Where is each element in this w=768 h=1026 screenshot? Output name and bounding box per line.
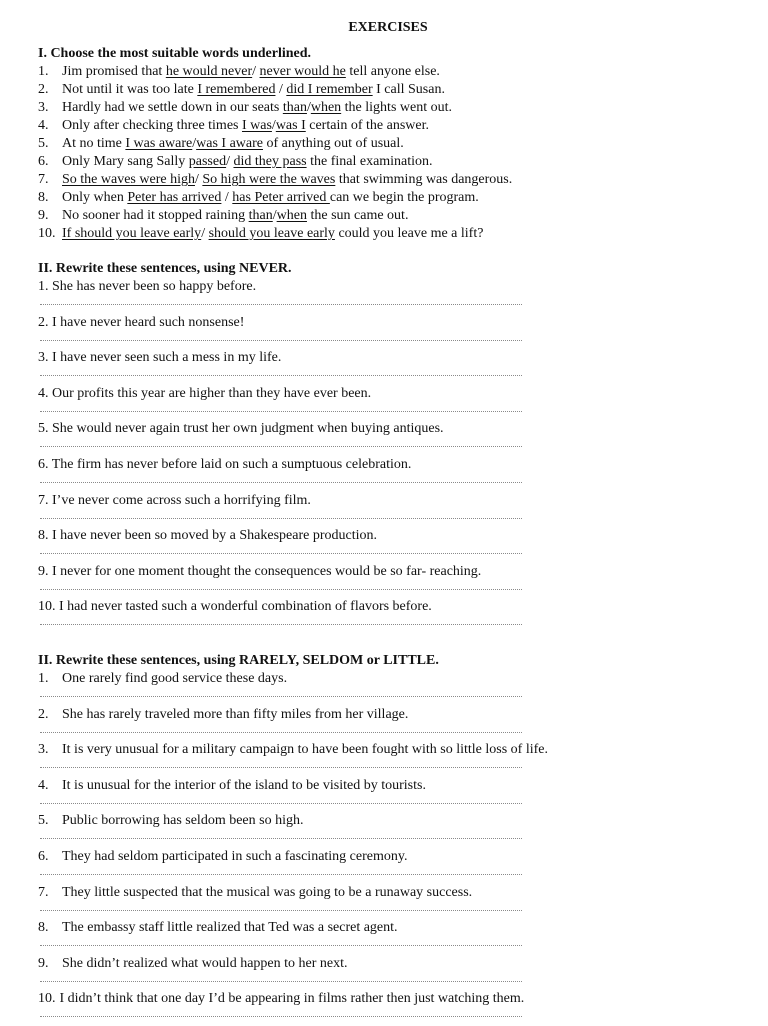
sentence-text: They little suspected that the musical was going to be a runaway success. (62, 884, 473, 900)
option-b: when (310, 100, 342, 115)
sentence-text: She has rarely traveled more than fifty miles from her village. (62, 706, 409, 722)
rewrite-list (38, 670, 758, 1026)
option-b: did I remember (286, 82, 373, 97)
option-separator: / (201, 226, 209, 241)
exercise-item (38, 153, 758, 171)
exercise-item (38, 189, 758, 207)
page-title: EXERCISES (348, 20, 428, 35)
section-heading: II. Rewrite these sentences, using NEVER. (38, 261, 292, 276)
sentence-start: At no time (62, 136, 126, 151)
exercise-item (38, 225, 758, 243)
rewrite-list (38, 278, 758, 634)
option-separator: / (306, 100, 311, 115)
answer-line[interactable] (40, 482, 522, 483)
sentence-start: Only after checking three times (62, 118, 242, 133)
rewrite-item (38, 420, 758, 456)
option-separator: / (221, 190, 233, 205)
rewrite-item (38, 278, 758, 314)
sentence-line (38, 706, 758, 724)
item-number: 4. (38, 777, 49, 793)
section-rewrite-rarely (38, 652, 758, 1026)
exercise-item (38, 117, 758, 135)
option-a: than (282, 100, 307, 115)
answer-line[interactable] (40, 945, 522, 946)
answer-line[interactable] (40, 589, 522, 590)
answer-line[interactable] (40, 375, 522, 376)
sentence-text: Public borrowing has seldom been so high. (62, 813, 304, 829)
rewrite-item (38, 492, 758, 528)
rewrite-item (38, 563, 758, 599)
option-a: If should you leave early (62, 226, 202, 241)
sentence-end: certain of the answer. (305, 118, 429, 133)
answer-line[interactable] (40, 304, 522, 305)
sentence-line (38, 990, 758, 1008)
option-separator: / (192, 136, 197, 151)
item-number: 1. (38, 671, 49, 686)
exercise-item (38, 63, 758, 81)
exercise-item (38, 171, 758, 189)
option-a: So the waves were high (62, 172, 195, 187)
sentence-text: 8. I have never been so moved by a Shakespeare production. (38, 528, 377, 544)
item-number: 10. (38, 991, 56, 1007)
answer-line[interactable] (40, 624, 522, 625)
answer-line[interactable] (40, 874, 522, 875)
sentence-text: She didn’t realized what would happen to her next. (62, 955, 348, 971)
rewrite-item (38, 812, 758, 848)
item-number: 4. (38, 118, 49, 133)
choice-list (38, 63, 758, 243)
rewrite-item (38, 456, 758, 492)
answer-line[interactable] (40, 1016, 522, 1017)
sentence-line (38, 812, 758, 830)
item-number: 5. (38, 813, 49, 829)
answer-line[interactable] (40, 411, 522, 412)
sentence-line (38, 741, 758, 759)
sentence-line (38, 670, 758, 688)
option-a: than (248, 208, 273, 223)
option-a: Peter has arrived (127, 190, 222, 205)
sentence-line (38, 919, 758, 937)
rewrite-item (38, 777, 758, 813)
item-number: 10. (38, 226, 56, 241)
section-heading: I. Choose the most suitable words underlined. (38, 46, 312, 61)
rewrite-item (38, 741, 758, 777)
section-rewrite-never (38, 260, 758, 634)
item-number: 3. (38, 742, 49, 758)
sentence-line (38, 955, 758, 973)
option-separator: / (275, 82, 287, 97)
item-number: 7. (38, 884, 49, 900)
option-b: has Peter arrived (232, 190, 330, 205)
option-b: when (276, 208, 307, 223)
sentence-text: 5. She would never again trust her own judgment when buying antiques. (38, 421, 444, 437)
sentence-start: Hardly had we settle down in our seats (62, 100, 283, 115)
item-number: 2. (38, 706, 49, 722)
sentence-end: of anything out of usual. (263, 136, 404, 151)
item-number: 1. (38, 64, 49, 79)
sentence-text: 1. She has never been so happy before. (38, 279, 257, 294)
rewrite-item (38, 349, 758, 385)
answer-line[interactable] (40, 518, 522, 519)
sentence-text: 4. Our profits this year are higher than they have ever been. (38, 385, 372, 401)
item-number: 8. (38, 190, 49, 205)
option-b: was I aware (196, 136, 263, 151)
answer-line[interactable] (40, 803, 522, 804)
rewrite-item (38, 527, 758, 563)
sentence-text: 9. I never for one moment thought the consequences would be so far- reaching. (38, 563, 482, 579)
section-heading: II. Rewrite these sentences, using RARELY, SELDOM or LITTLE. (38, 653, 439, 668)
sentence-end: I call Susan. (372, 82, 445, 97)
option-b: was I (275, 118, 306, 133)
exercise-item (38, 99, 758, 117)
item-number: 2. (38, 82, 49, 97)
sentence-end: that swimming was dangerous. (335, 172, 513, 187)
option-a: I was aware (125, 136, 193, 151)
option-a: I was (241, 118, 272, 133)
sentence-text: The embassy staff little realized that Ted was a secret agent. (62, 920, 398, 936)
item-number: 9. (38, 208, 49, 223)
rewrite-item (38, 990, 758, 1026)
option-b: never would he (259, 64, 346, 79)
sentence-text: 2. I have never heard such nonsense! (38, 314, 245, 330)
answer-line[interactable] (40, 910, 522, 911)
exercise-item (38, 207, 758, 225)
sentence-text: 7. I’ve never come across such a horrifying film. (38, 492, 311, 508)
sentence-end: the lights went out. (341, 100, 452, 115)
option-b: So high were the waves (202, 172, 336, 187)
sentence-text: It is very unusual for a military campaign to have been fought with so little loss of life. (62, 742, 549, 758)
option-a: he would never (165, 64, 253, 79)
item-number: 7. (38, 172, 49, 187)
answer-line[interactable] (40, 767, 522, 768)
section-choose-words (38, 45, 758, 243)
sentence-line (38, 777, 758, 795)
rewrite-item (38, 884, 758, 920)
item-number: 8. (38, 920, 49, 936)
sentence-text: One rarely find good service these days. (62, 671, 288, 686)
option-b: should you leave early (208, 226, 335, 241)
option-separator: / (272, 208, 277, 223)
option-separator: / (271, 118, 276, 133)
answer-line[interactable] (40, 981, 522, 982)
sentence-end: could you leave me a lift? (334, 226, 484, 241)
sentence-start: Only when (62, 190, 128, 205)
option-a: I remembered (197, 82, 276, 97)
answer-line[interactable] (40, 340, 522, 341)
answer-line[interactable] (40, 732, 522, 733)
answer-line[interactable] (40, 446, 522, 447)
rewrite-item (38, 919, 758, 955)
answer-line[interactable] (40, 553, 522, 554)
sentence-text: It is unusual for the interior of the island to be visited by tourists. (62, 777, 426, 793)
sentence-start: No sooner had it stopped raining (62, 208, 249, 223)
rewrite-item (38, 848, 758, 884)
item-number: 6. (38, 154, 49, 169)
sentence-end: the sun came out. (306, 208, 409, 223)
item-number: 5. (38, 136, 49, 151)
sentence-end: the final examination. (306, 154, 433, 169)
sentence-text: 3. I have never seen such a mess in my life. (38, 350, 282, 366)
rewrite-item (38, 314, 758, 350)
rewrite-item (38, 385, 758, 421)
sentence-line (38, 848, 758, 866)
option-a: passed (188, 154, 227, 169)
sentence-start: Not until it was too late (62, 82, 198, 97)
sentence-start: Jim promised that (62, 64, 166, 79)
item-number: 9. (38, 955, 49, 971)
rewrite-item (38, 670, 758, 706)
rewrite-item (38, 706, 758, 742)
sentence-end: can we begin the program. (329, 190, 479, 205)
option-separator: / (252, 64, 260, 79)
rewrite-item (38, 955, 758, 991)
option-separator: / (194, 172, 203, 187)
item-number: 3. (38, 100, 49, 115)
sentence-text: 10. I had never tasted such a wonderful combination of flavors before. (38, 599, 432, 615)
sentence-start: Only Mary sang Sally (62, 154, 189, 169)
exercise-item (38, 135, 758, 153)
option-b: did they pass (233, 154, 307, 169)
rewrite-item (38, 598, 758, 634)
answer-line[interactable] (40, 696, 522, 697)
sentence-text: I didn’t think that one day I’d be appearing in films rather then just watching them. (59, 991, 525, 1007)
sentence-text: 6. The firm has never before laid on such a sumptuous celebration. (38, 456, 412, 472)
sentence-text: They had seldom participated in such a fascinating ceremony. (62, 848, 408, 864)
sentence-line (38, 884, 758, 902)
answer-line[interactable] (40, 838, 522, 839)
option-separator: / (226, 154, 234, 169)
item-number: 6. (38, 848, 49, 864)
exercise-item (38, 81, 758, 99)
sentence-end: tell anyone else. (345, 64, 440, 79)
